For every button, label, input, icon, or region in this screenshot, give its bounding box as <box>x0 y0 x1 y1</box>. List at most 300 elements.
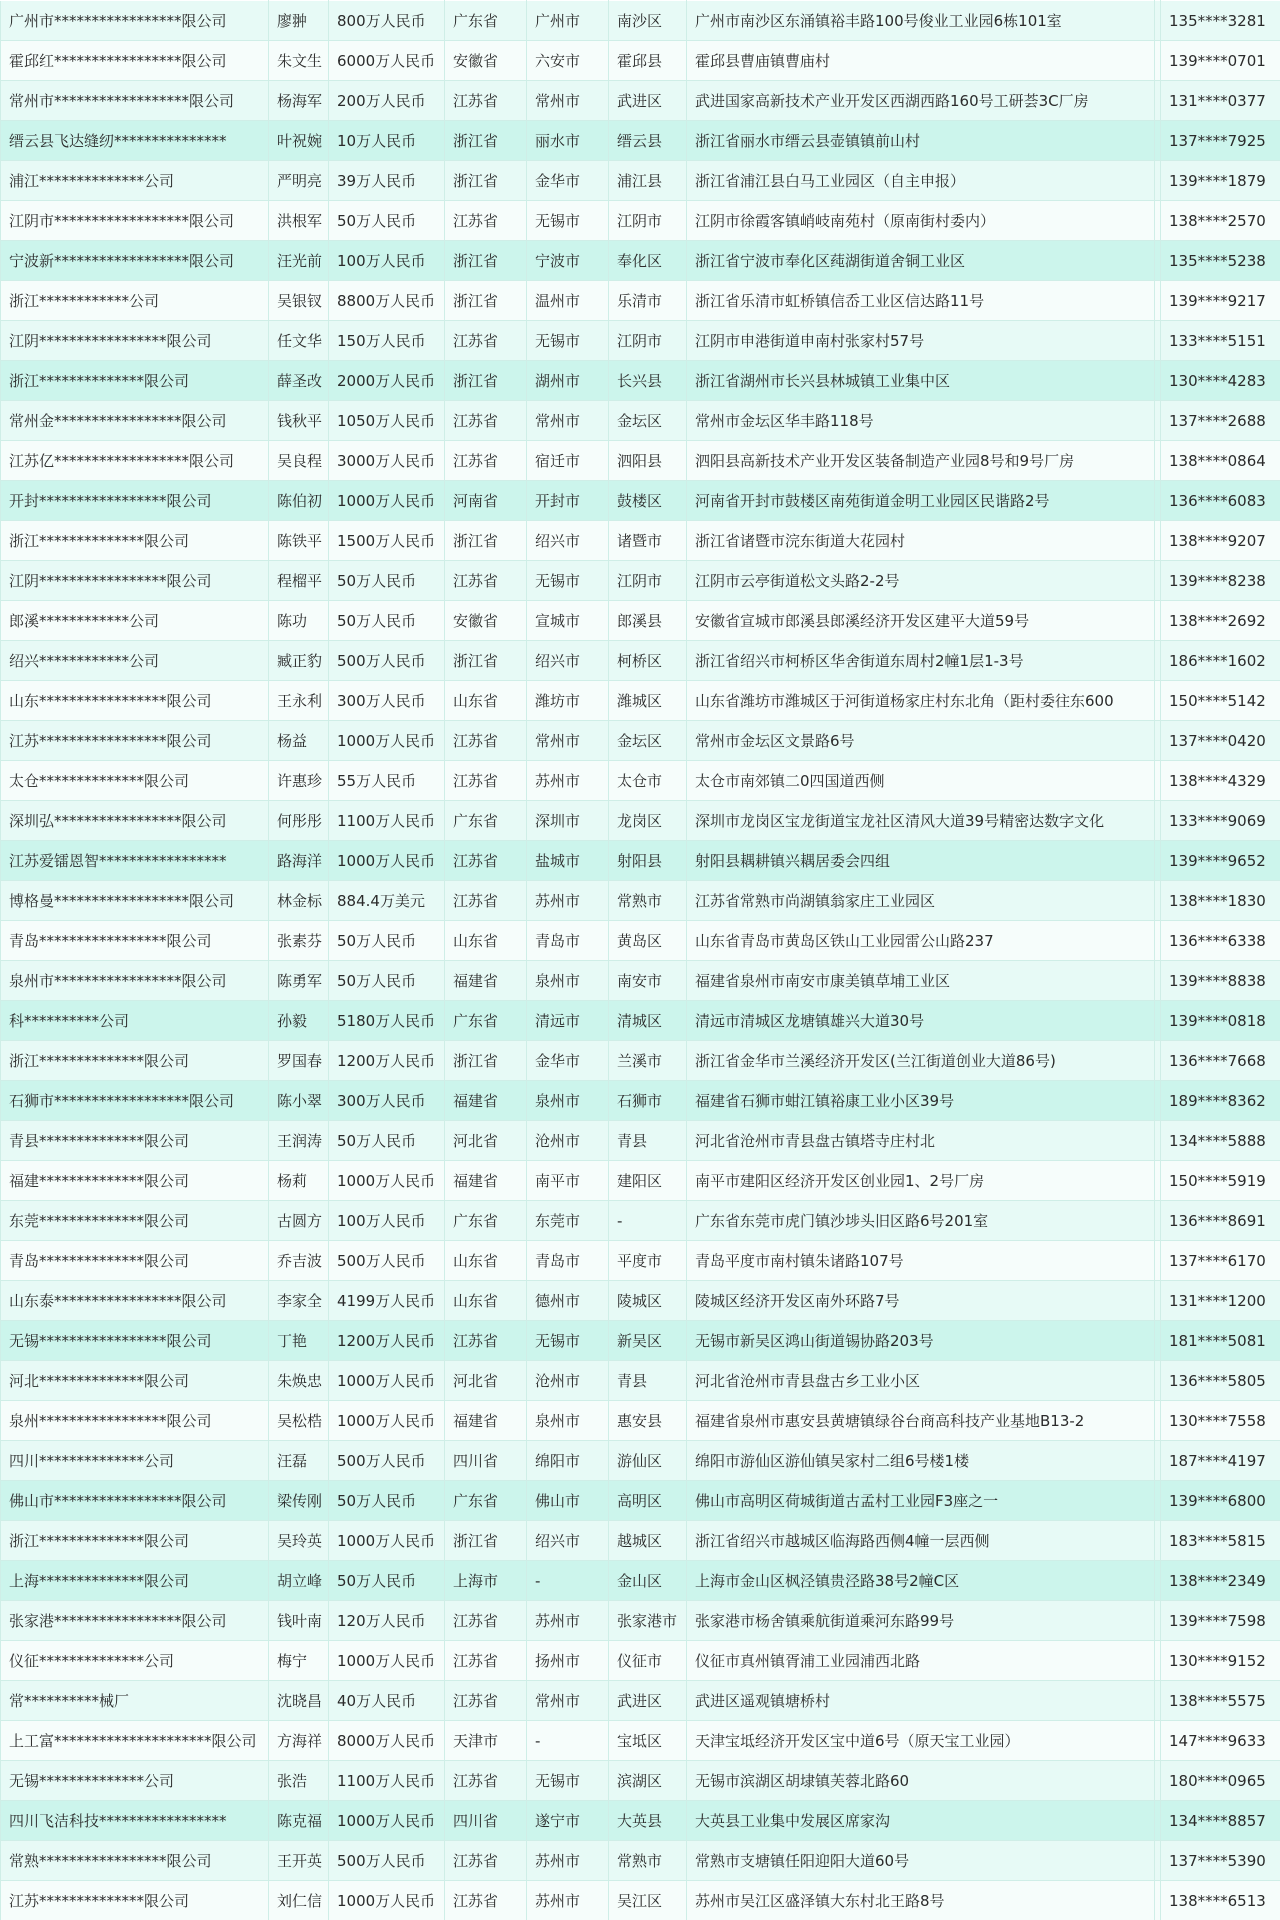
province-cell: 河南省 <box>445 481 527 521</box>
district-cell: 浦江县 <box>609 161 687 201</box>
district-cell: 郎溪县 <box>609 601 687 641</box>
city-cell: 青岛市 <box>527 1241 609 1281</box>
province-cell: 四川省 <box>445 1801 527 1841</box>
company-name-cell: 青岛*****************限公司 <box>1 921 269 961</box>
legal-person-cell: 臧正豹 <box>269 641 329 681</box>
district-cell: 黄岛区 <box>609 921 687 961</box>
province-cell: 上海市 <box>445 1561 527 1601</box>
district-cell: 石狮市 <box>609 1081 687 1121</box>
company-name-cell: 太仓**************限公司 <box>1 761 269 801</box>
district-cell: 金山区 <box>609 1561 687 1601</box>
city-cell: 常州市 <box>527 401 609 441</box>
phone-cell: 180****0965 <box>1161 1761 1280 1801</box>
province-cell: 江苏省 <box>445 1641 527 1681</box>
registered-capital-cell: 50万人民币 <box>329 921 445 961</box>
company-name-cell: 泉州*****************限公司 <box>1 1401 269 1441</box>
city-cell: 湖州市 <box>527 361 609 401</box>
company-name-cell: 缙云县飞达缝纫*************** <box>1 121 269 161</box>
district-cell: 常熟市 <box>609 1841 687 1881</box>
province-cell: 安徽省 <box>445 601 527 641</box>
legal-person-cell: 陈小翠 <box>269 1081 329 1121</box>
legal-person-cell: 任文华 <box>269 321 329 361</box>
legal-person-cell: 乔吉波 <box>269 1241 329 1281</box>
city-cell: 宿迁市 <box>527 441 609 481</box>
province-cell: 山东省 <box>445 1241 527 1281</box>
address-cell: 清远市清城区龙塘镇雄兴大道30号 <box>687 1001 1155 1041</box>
company-name-cell: 江苏亿******************限公司 <box>1 441 269 481</box>
table-row <box>1 841 1280 881</box>
table-row <box>1 801 1280 841</box>
table-row <box>1 1801 1280 1841</box>
address-cell: 太仓市南郊镇二0四国道西侧 <box>687 761 1155 801</box>
province-cell: 广东省 <box>445 1001 527 1041</box>
province-cell: 山东省 <box>445 681 527 721</box>
province-cell: 江苏省 <box>445 1841 527 1881</box>
registered-capital-cell: 1500万人民币 <box>329 521 445 561</box>
city-cell: 金华市 <box>527 1041 609 1081</box>
registered-capital-cell: 800万人民币 <box>329 1 445 41</box>
table-row <box>1 1001 1280 1041</box>
city-cell: 泉州市 <box>527 961 609 1001</box>
address-cell: 浙江省乐清市虹桥镇信岙工业区信达路11号 <box>687 281 1155 321</box>
phone-cell: 135****3281 <box>1161 1 1280 41</box>
registered-capital-cell: 3000万人民币 <box>329 441 445 481</box>
registered-capital-cell: 300万人民币 <box>329 1081 445 1121</box>
phone-cell: 130****4283 <box>1161 361 1280 401</box>
address-cell: 江苏省常熟市尚湖镇翁家庄工业园区 <box>687 881 1155 921</box>
city-cell: 无锡市 <box>527 201 609 241</box>
address-cell: 江阴市云亭街道松文头路2-2号 <box>687 561 1155 601</box>
province-cell: 福建省 <box>445 1401 527 1441</box>
district-cell: 泗阳县 <box>609 441 687 481</box>
legal-person-cell: 王永利 <box>269 681 329 721</box>
district-cell: 宝坻区 <box>609 1721 687 1761</box>
table-row <box>1 1681 1280 1721</box>
company-name-cell: 浙江**************限公司 <box>1 1521 269 1561</box>
city-cell: 无锡市 <box>527 1761 609 1801</box>
province-cell: 广东省 <box>445 801 527 841</box>
address-cell: 南平市建阳区经济开发区创业园1、2号厂房 <box>687 1161 1155 1201</box>
city-cell: 无锡市 <box>527 561 609 601</box>
registered-capital-cell: 40万人民币 <box>329 1681 445 1721</box>
company-name-cell: 张家港*****************限公司 <box>1 1601 269 1641</box>
address-cell: 深圳市龙岗区宝龙街道宝龙社区清风大道39号精密达数字文化 <box>687 801 1155 841</box>
address-cell: 大英县工业集中发展区席家沟 <box>687 1801 1155 1841</box>
company-name-cell: 江苏**************限公司 <box>1 1881 269 1920</box>
company-name-cell: 郎溪************公司 <box>1 601 269 641</box>
district-cell: 鼓楼区 <box>609 481 687 521</box>
phone-cell: 130****9152 <box>1161 1641 1280 1681</box>
city-cell: 沧州市 <box>527 1361 609 1401</box>
province-cell: 浙江省 <box>445 361 527 401</box>
province-cell: 浙江省 <box>445 121 527 161</box>
district-cell: 张家港市 <box>609 1601 687 1641</box>
table-row <box>1 1401 1280 1441</box>
company-name-cell: 江阴*****************限公司 <box>1 321 269 361</box>
legal-person-cell: 李家全 <box>269 1281 329 1321</box>
district-cell: 大英县 <box>609 1801 687 1841</box>
phone-cell: 139****8238 <box>1161 561 1280 601</box>
address-cell: 浙江省湖州市长兴县林城镇工业集中区 <box>687 361 1155 401</box>
city-cell: 东莞市 <box>527 1201 609 1241</box>
phone-cell: 136****6083 <box>1161 481 1280 521</box>
city-cell: 苏州市 <box>527 881 609 921</box>
phone-cell: 137****0420 <box>1161 721 1280 761</box>
province-cell: 江苏省 <box>445 841 527 881</box>
phone-cell: 138****2349 <box>1161 1561 1280 1601</box>
district-cell: 奉化区 <box>609 241 687 281</box>
company-name-cell: 无锡**************公司 <box>1 1761 269 1801</box>
district-cell: 建阳区 <box>609 1161 687 1201</box>
registered-capital-cell: 500万人民币 <box>329 641 445 681</box>
province-cell: 山东省 <box>445 1281 527 1321</box>
phone-cell: 137****7925 <box>1161 121 1280 161</box>
phone-cell: 131****1200 <box>1161 1281 1280 1321</box>
phone-cell: 139****6800 <box>1161 1481 1280 1521</box>
legal-person-cell: 梁传刚 <box>269 1481 329 1521</box>
company-name-cell: 常州金*****************限公司 <box>1 401 269 441</box>
district-cell: 陵城区 <box>609 1281 687 1321</box>
address-cell: 江阴市徐霞客镇峭岐南苑村（原南街村委内） <box>687 201 1155 241</box>
legal-person-cell: 吴良程 <box>269 441 329 481</box>
city-cell: 丽水市 <box>527 121 609 161</box>
city-cell: 温州市 <box>527 281 609 321</box>
district-cell: 金坛区 <box>609 401 687 441</box>
table-row <box>1 1721 1280 1761</box>
city-cell: 苏州市 <box>527 1841 609 1881</box>
table-row <box>1 201 1280 241</box>
province-cell: 安徽省 <box>445 41 527 81</box>
legal-person-cell: 路海洋 <box>269 841 329 881</box>
address-cell: 福建省石狮市蚶江镇裕康工业小区39号 <box>687 1081 1155 1121</box>
company-name-cell: 青岛**************限公司 <box>1 1241 269 1281</box>
registered-capital-cell: 1100万人民币 <box>329 801 445 841</box>
city-cell: 德州市 <box>527 1281 609 1321</box>
table-row <box>1 361 1280 401</box>
table-row <box>1 721 1280 761</box>
company-name-cell: 浙江************公司 <box>1 281 269 321</box>
address-cell: 山东省青岛市黄岛区铁山工业园雷公山路237 <box>687 921 1155 961</box>
district-cell: 江阴市 <box>609 561 687 601</box>
address-cell: 山东省潍坊市潍城区于河街道杨家庄村东北角（距村委往东600 <box>687 681 1155 721</box>
company-name-cell: 东莞**************限公司 <box>1 1201 269 1241</box>
address-cell: 佛山市高明区荷城街道古孟村工业园F3座之一 <box>687 1481 1155 1521</box>
city-cell: 遂宁市 <box>527 1801 609 1841</box>
table-row <box>1 41 1280 81</box>
address-cell: 河北省沧州市青县盘古乡工业小区 <box>687 1361 1155 1401</box>
district-cell: 兰溪市 <box>609 1041 687 1081</box>
table-row <box>1 1121 1280 1161</box>
phone-cell: 189****8362 <box>1161 1081 1280 1121</box>
company-name-cell: 福建**************限公司 <box>1 1161 269 1201</box>
address-cell: 浙江省绍兴市越城区临海路西侧4幢一层西侧 <box>687 1521 1155 1561</box>
province-cell: 江苏省 <box>445 201 527 241</box>
district-cell: 霍邱县 <box>609 41 687 81</box>
legal-person-cell: 陈克福 <box>269 1801 329 1841</box>
province-cell: 河北省 <box>445 1121 527 1161</box>
province-cell: 江苏省 <box>445 1881 527 1920</box>
province-cell: 浙江省 <box>445 521 527 561</box>
province-cell: 天津市 <box>445 1721 527 1761</box>
registered-capital-cell: 100万人民币 <box>329 1201 445 1241</box>
legal-person-cell: 刘仁信 <box>269 1881 329 1920</box>
district-cell: 武进区 <box>609 1681 687 1721</box>
company-name-cell: 青县**************限公司 <box>1 1121 269 1161</box>
address-cell: 浙江省绍兴市柯桥区华舍街道东周村2幢1层1-3号 <box>687 641 1155 681</box>
district-cell: 清城区 <box>609 1001 687 1041</box>
company-name-cell: 开封*****************限公司 <box>1 481 269 521</box>
registered-capital-cell: 8800万人民币 <box>329 281 445 321</box>
phone-cell: 150****5142 <box>1161 681 1280 721</box>
legal-person-cell: 孙毅 <box>269 1001 329 1041</box>
registered-capital-cell: 1000万人民币 <box>329 1401 445 1441</box>
city-cell: 泉州市 <box>527 1401 609 1441</box>
table-row <box>1 481 1280 521</box>
registered-capital-cell: 1000万人民币 <box>329 721 445 761</box>
address-cell: 浙江省浦江县白马工业园区（自主申报） <box>687 161 1155 201</box>
legal-person-cell: 吴玲英 <box>269 1521 329 1561</box>
legal-person-cell: 王开英 <box>269 1841 329 1881</box>
city-cell: 六安市 <box>527 41 609 81</box>
table-row <box>1 161 1280 201</box>
address-cell: 浙江省宁波市奉化区莼湖街道舍铜工业区 <box>687 241 1155 281</box>
registered-capital-cell: 8000万人民币 <box>329 1721 445 1761</box>
phone-cell: 139****9217 <box>1161 281 1280 321</box>
city-cell: 沧州市 <box>527 1121 609 1161</box>
legal-person-cell: 王润涛 <box>269 1121 329 1161</box>
city-cell: 宁波市 <box>527 241 609 281</box>
phone-cell: 139****0701 <box>1161 41 1280 81</box>
city-cell: 无锡市 <box>527 321 609 361</box>
company-name-cell: 广州市*****************限公司 <box>1 1 269 41</box>
district-cell: 诸暨市 <box>609 521 687 561</box>
legal-person-cell: 吴银钗 <box>269 281 329 321</box>
table-row <box>1 1041 1280 1081</box>
address-cell: 无锡市滨湖区胡埭镇芙蓉北路60 <box>687 1761 1155 1801</box>
address-cell: 天津宝坻经济开发区宝中道6号（原天宝工业园） <box>687 1721 1155 1761</box>
legal-person-cell: 何彤彤 <box>269 801 329 841</box>
district-cell: 南沙区 <box>609 1 687 41</box>
phone-cell: 187****4197 <box>1161 1441 1280 1481</box>
registered-capital-cell: 500万人民币 <box>329 1841 445 1881</box>
registered-capital-cell: 1200万人民币 <box>329 1041 445 1081</box>
registered-capital-cell: 55万人民币 <box>329 761 445 801</box>
table-row <box>1 1081 1280 1121</box>
phone-cell: 183****5815 <box>1161 1521 1280 1561</box>
city-cell: 苏州市 <box>527 1881 609 1920</box>
registered-capital-cell: 1000万人民币 <box>329 1161 445 1201</box>
phone-cell: 139****8838 <box>1161 961 1280 1001</box>
province-cell: 浙江省 <box>445 161 527 201</box>
address-cell: 浙江省丽水市缙云县壶镇镇前山村 <box>687 121 1155 161</box>
province-cell: 山东省 <box>445 921 527 961</box>
legal-person-cell: 林金标 <box>269 881 329 921</box>
registered-capital-cell: 1000万人民币 <box>329 1361 445 1401</box>
city-cell: 泉州市 <box>527 1081 609 1121</box>
district-cell: 金坛区 <box>609 721 687 761</box>
company-name-cell: 泉州市*****************限公司 <box>1 961 269 1001</box>
registered-capital-cell: 1050万人民币 <box>329 401 445 441</box>
district-cell: 龙岗区 <box>609 801 687 841</box>
table-row <box>1 81 1280 121</box>
phone-cell: 134****5888 <box>1161 1121 1280 1161</box>
address-cell: 青岛平度市南村镇朱诸路107号 <box>687 1241 1155 1281</box>
registered-capital-cell: 50万人民币 <box>329 1121 445 1161</box>
address-cell: 江阴市申港街道申南村张家村57号 <box>687 321 1155 361</box>
registered-capital-cell: 4199万人民币 <box>329 1281 445 1321</box>
phone-cell: 133****5151 <box>1161 321 1280 361</box>
registered-capital-cell: 1100万人民币 <box>329 1761 445 1801</box>
address-cell: 武进国家高新技术产业开发区西湖西路160号工研荟3C厂房 <box>687 81 1155 121</box>
registered-capital-cell: 1000万人民币 <box>329 1521 445 1561</box>
legal-person-cell: 罗国春 <box>269 1041 329 1081</box>
table-row <box>1 921 1280 961</box>
address-cell: 广州市南沙区东涌镇裕丰路100号俊业工业园6栋101室 <box>687 1 1155 41</box>
company-name-cell: 宁波新******************限公司 <box>1 241 269 281</box>
legal-person-cell: 许惠珍 <box>269 761 329 801</box>
city-cell: - <box>527 1561 609 1601</box>
company-name-cell: 科**********公司 <box>1 1001 269 1041</box>
phone-cell: 133****9069 <box>1161 801 1280 841</box>
district-cell: 青县 <box>609 1361 687 1401</box>
city-cell: 盐城市 <box>527 841 609 881</box>
phone-cell: 138****6513 <box>1161 1881 1280 1920</box>
registered-capital-cell: 50万人民币 <box>329 561 445 601</box>
legal-person-cell: 丁艳 <box>269 1321 329 1361</box>
district-cell: 乐清市 <box>609 281 687 321</box>
legal-person-cell: 钱叶南 <box>269 1601 329 1641</box>
company-name-cell: 山东*****************限公司 <box>1 681 269 721</box>
address-cell: 绵阳市游仙区游仙镇吴家村二组6号楼1楼 <box>687 1441 1155 1481</box>
province-cell: 广东省 <box>445 1481 527 1521</box>
table-body <box>1 1 1280 1920</box>
address-cell: 霍邱县曹庙镇曹庙村 <box>687 41 1155 81</box>
district-cell: 柯桥区 <box>609 641 687 681</box>
address-cell: 仪征市真州镇胥浦工业园浦西北路 <box>687 1641 1155 1681</box>
legal-person-cell: 张素芬 <box>269 921 329 961</box>
district-cell: 游仙区 <box>609 1441 687 1481</box>
registered-capital-cell: 50万人民币 <box>329 1481 445 1521</box>
phone-cell: 136****8691 <box>1161 1201 1280 1241</box>
city-cell: 扬州市 <box>527 1641 609 1681</box>
table-row <box>1 1641 1280 1681</box>
company-name-cell: 上工富*********************限公司 <box>1 1721 269 1761</box>
district-cell: 武进区 <box>609 81 687 121</box>
district-cell: 惠安县 <box>609 1401 687 1441</box>
table-row <box>1 1241 1280 1281</box>
registered-capital-cell: 500万人民币 <box>329 1441 445 1481</box>
phone-cell: 130****7558 <box>1161 1401 1280 1441</box>
phone-cell: 137****2688 <box>1161 401 1280 441</box>
province-cell: 浙江省 <box>445 1041 527 1081</box>
district-cell: 吴江区 <box>609 1881 687 1920</box>
table-row <box>1 961 1280 1001</box>
company-name-cell: 四川**************公司 <box>1 1441 269 1481</box>
company-name-cell: 浙江**************限公司 <box>1 1041 269 1081</box>
registered-capital-cell: 884.4万美元 <box>329 881 445 921</box>
registered-capital-cell: 50万人民币 <box>329 1561 445 1601</box>
province-cell: 浙江省 <box>445 1521 527 1561</box>
table-row <box>1 1 1280 41</box>
district-cell: 平度市 <box>609 1241 687 1281</box>
district-cell: - <box>609 1201 687 1241</box>
table-row <box>1 441 1280 481</box>
district-cell: 射阳县 <box>609 841 687 881</box>
province-cell: 江苏省 <box>445 441 527 481</box>
legal-person-cell: 张浩 <box>269 1761 329 1801</box>
registered-capital-cell: 150万人民币 <box>329 321 445 361</box>
city-cell: 宣城市 <box>527 601 609 641</box>
phone-cell: 138****0864 <box>1161 441 1280 481</box>
registered-capital-cell: 10万人民币 <box>329 121 445 161</box>
address-cell: 张家港市杨舍镇乘航街道乘河东路99号 <box>687 1601 1155 1641</box>
legal-person-cell: 薛圣改 <box>269 361 329 401</box>
address-cell: 射阳县耦耕镇兴耦居委会四组 <box>687 841 1155 881</box>
table-row <box>1 881 1280 921</box>
registered-capital-cell: 1000万人民币 <box>329 1801 445 1841</box>
phone-cell: 139****1879 <box>1161 161 1280 201</box>
province-cell: 江苏省 <box>445 81 527 121</box>
province-cell: 浙江省 <box>445 281 527 321</box>
legal-person-cell: 胡立峰 <box>269 1561 329 1601</box>
company-name-cell: 石狮市******************限公司 <box>1 1081 269 1121</box>
table-row <box>1 1361 1280 1401</box>
district-cell: 潍城区 <box>609 681 687 721</box>
province-cell: 浙江省 <box>445 241 527 281</box>
legal-person-cell: 方海祥 <box>269 1721 329 1761</box>
phone-cell: 139****0818 <box>1161 1001 1280 1041</box>
legal-person-cell: 杨海军 <box>269 81 329 121</box>
phone-cell: 138****5575 <box>1161 1681 1280 1721</box>
province-cell: 广东省 <box>445 1 527 41</box>
company-name-cell: 河北**************限公司 <box>1 1361 269 1401</box>
province-cell: 福建省 <box>445 1081 527 1121</box>
company-name-cell: 霍邱红*****************限公司 <box>1 41 269 81</box>
phone-cell: 131****0377 <box>1161 81 1280 121</box>
table-row <box>1 1601 1280 1641</box>
city-cell: 绵阳市 <box>527 1441 609 1481</box>
province-cell: 四川省 <box>445 1441 527 1481</box>
company-name-cell: 常熟*****************限公司 <box>1 1841 269 1881</box>
phone-cell: 134****8857 <box>1161 1801 1280 1841</box>
registered-capital-cell: 100万人民币 <box>329 241 445 281</box>
registered-capital-cell: 1000万人民币 <box>329 1641 445 1681</box>
address-cell: 苏州市吴江区盛泽镇大东村北王路8号 <box>687 1881 1155 1920</box>
legal-person-cell: 汪光前 <box>269 241 329 281</box>
table-row <box>1 1561 1280 1601</box>
company-name-cell: 佛山市*****************限公司 <box>1 1481 269 1521</box>
city-cell: 潍坊市 <box>527 681 609 721</box>
province-cell: 江苏省 <box>445 761 527 801</box>
phone-cell: 138****2692 <box>1161 601 1280 641</box>
province-cell: 福建省 <box>445 1161 527 1201</box>
table-row <box>1 321 1280 361</box>
address-cell: 常州市金坛区文景路6号 <box>687 721 1155 761</box>
table-row <box>1 561 1280 601</box>
province-cell: 江苏省 <box>445 561 527 601</box>
province-cell: 福建省 <box>445 961 527 1001</box>
table-row <box>1 1841 1280 1881</box>
company-name-cell: 无锡*****************限公司 <box>1 1321 269 1361</box>
address-cell: 无锡市新吴区鸿山街道锡协路203号 <box>687 1321 1155 1361</box>
company-name-cell: 江阴市******************限公司 <box>1 201 269 241</box>
legal-person-cell: 陈勇军 <box>269 961 329 1001</box>
table-row <box>1 681 1280 721</box>
registered-capital-cell: 1000万人民币 <box>329 1881 445 1920</box>
province-cell: 江苏省 <box>445 401 527 441</box>
city-cell: 常州市 <box>527 81 609 121</box>
registered-capital-cell: 500万人民币 <box>329 1241 445 1281</box>
